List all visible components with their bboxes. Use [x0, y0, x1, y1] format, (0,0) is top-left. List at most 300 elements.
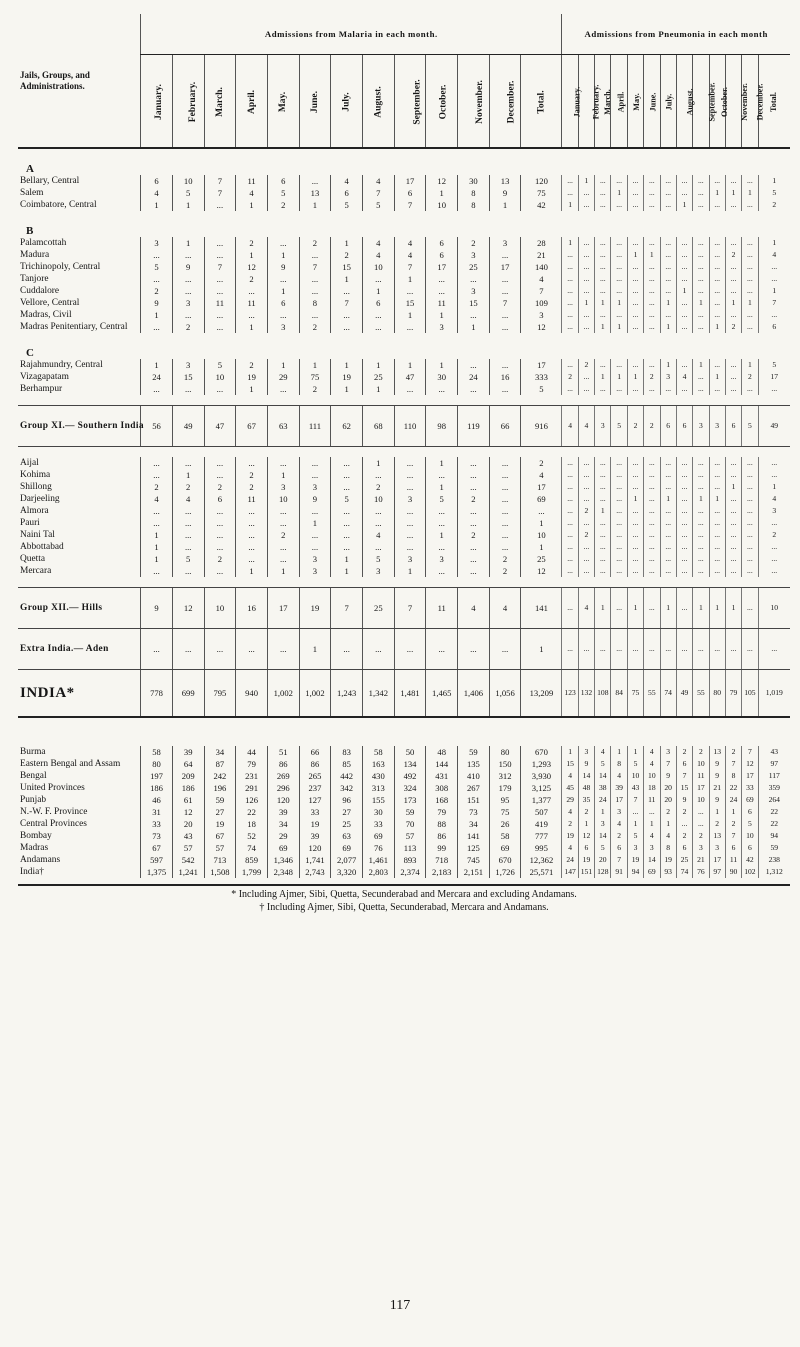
malaria-month-header [362, 55, 394, 149]
malaria-cell: ... [362, 517, 394, 529]
pneumonia-cell: ... [611, 553, 627, 565]
malaria-cell: 893 [394, 854, 426, 866]
malaria-cell: ... [394, 517, 426, 529]
pneumonia-cell: ... [758, 541, 790, 553]
malaria-cell: 3 [394, 493, 426, 505]
row-label: Quetta [20, 554, 45, 564]
malaria-cell: 1 [267, 469, 299, 481]
pneumonia-cell: 90 [725, 866, 741, 878]
pneumonia-cell: 6 [676, 842, 692, 854]
pneumonia-cell: 1 [709, 321, 725, 333]
malaria-cell: 4 [362, 249, 394, 261]
pneumonia-cell: 18 [644, 782, 660, 794]
pneumonia-cell: 94 [758, 830, 790, 842]
pneumonia-cell: ... [644, 565, 660, 577]
pneumonia-cell: ... [660, 517, 676, 529]
malaria-cell: ... [489, 309, 521, 321]
malaria-cell: 18 [236, 818, 268, 830]
malaria-cell: 718 [426, 854, 458, 866]
pneumonia-cell: ... [693, 249, 709, 261]
pneumonia-cell: ... [742, 588, 758, 629]
malaria-cell: 10 [204, 588, 236, 629]
pneumonia-cell: ... [627, 261, 643, 273]
pneumonia-cell: 1 [627, 746, 643, 758]
pneumonia-cell: ... [725, 199, 741, 211]
pneumonia-cell: 117 [758, 770, 790, 782]
malaria-cell: ... [204, 249, 236, 261]
malaria-cell: 312 [489, 770, 521, 782]
pneumonia-cell: ... [627, 505, 643, 517]
malaria-cell: 5 [172, 187, 204, 199]
row-label: Darjeeling [20, 494, 60, 504]
malaria-cell: ... [521, 505, 562, 517]
table-row [18, 758, 790, 770]
malaria-cell: ... [331, 457, 363, 469]
malaria-cell: ... [458, 383, 490, 395]
malaria-cell: 2 [489, 565, 521, 577]
malaria-cell: 87 [204, 758, 236, 770]
pneumonia-cell: ... [725, 359, 741, 371]
row-label: Extra India.— Aden [18, 629, 141, 670]
pneumonia-cell: 1 [709, 588, 725, 629]
malaria-cell: 66 [299, 746, 331, 758]
pneumonia-cell: 6 [660, 406, 676, 447]
malaria-cell: ... [426, 517, 458, 529]
pneumonia-cell: 1 [595, 321, 611, 333]
malaria-cell: 69 [489, 842, 521, 854]
pneumonia-cell: 69 [742, 794, 758, 806]
malaria-cell: 99 [426, 842, 458, 854]
stub-header: Jails, Groups, and Administrations. [18, 14, 141, 148]
pneumonia-cell: ... [578, 629, 594, 670]
pneumonia-cell: ... [676, 321, 692, 333]
pneumonia-cell: 3 [578, 746, 594, 758]
malaria-cell: 12 [521, 565, 562, 577]
pneumonia-cell: 12 [578, 830, 594, 842]
malaria-cell: ... [331, 309, 363, 321]
pneumonia-cell: 55 [644, 670, 660, 718]
malaria-cell: 1,508 [204, 866, 236, 878]
pneumonia-cell: ... [611, 309, 627, 321]
month-label: February. [188, 81, 199, 122]
malaria-month-header [267, 55, 299, 149]
malaria-cell: 15 [394, 297, 426, 309]
malaria-cell: ... [331, 529, 363, 541]
month-label: July. [341, 91, 352, 112]
malaria-cell: ... [172, 629, 204, 670]
pneumonia-cell: ... [742, 469, 758, 481]
pneumonia-cell: ... [676, 818, 692, 830]
malaria-cell: ... [489, 517, 521, 529]
malaria-cell: 7 [521, 285, 562, 297]
malaria-cell: 745 [458, 854, 490, 866]
pneumonia-cell: ... [693, 481, 709, 493]
malaria-cell: ... [458, 505, 490, 517]
malaria-cell: 186 [141, 782, 173, 794]
pneumonia-cell: 1 [676, 285, 692, 297]
malaria-cell: 10 [426, 199, 458, 211]
malaria-cell: 2 [331, 249, 363, 261]
month-label: June. [648, 92, 658, 111]
footnote-asterisk: * Including Ajmer, Sibi, Quetta, Secunderabad and Mercara and excluding Andamans. [231, 889, 577, 900]
pneumonia-cell: ... [627, 297, 643, 309]
pneumonia-cell: 2 [742, 371, 758, 383]
pneumonia-cell: 38 [595, 782, 611, 794]
pneumonia-cell: 97 [709, 866, 725, 878]
footnote-dagger: † Including Ajmer, Sibi, Quetta, Secunderabad, Mercara and Andamans. [259, 902, 549, 913]
malaria-cell: 24 [141, 371, 173, 383]
pneumonia-cell: 43 [627, 782, 643, 794]
pneumonia-cell: 2 [578, 806, 594, 818]
malaria-cell: ... [458, 541, 490, 553]
malaria-cell: 267 [458, 782, 490, 794]
pneumonia-cell: 10 [627, 770, 643, 782]
month-label: Total. [769, 91, 779, 112]
malaria-cell: 670 [521, 746, 562, 758]
page-number: 117 [389, 1298, 411, 1313]
pneumonia-cell: ... [742, 553, 758, 565]
malaria-cell: ... [236, 517, 268, 529]
pneumonia-cell: ... [611, 457, 627, 469]
pneumonia-cell: 2 [758, 199, 790, 211]
table-row [18, 199, 790, 211]
pneumonia-cell: ... [693, 553, 709, 565]
malaria-cell: 11 [426, 588, 458, 629]
malaria-cell: 68 [362, 406, 394, 447]
pneumonia-cell: 19 [578, 854, 594, 866]
malaria-cell: ... [141, 505, 173, 517]
pneumonia-cell: ... [725, 237, 741, 249]
pneumonia-cell: ... [693, 629, 709, 670]
pneumonia-cell: 10 [758, 588, 790, 629]
admissions-table [18, 14, 790, 878]
pneumonia-cell: ... [595, 481, 611, 493]
malaria-cell: 73 [141, 830, 173, 842]
pneumonia-cell: 17 [709, 854, 725, 866]
pneumonia-cell: 7 [758, 297, 790, 309]
pneumonia-cell: ... [627, 481, 643, 493]
malaria-cell: 3 [426, 553, 458, 565]
malaria-cell: 419 [521, 818, 562, 830]
malaria-cell: ... [299, 457, 331, 469]
pneumonia-cell: ... [644, 806, 660, 818]
pneumonia-cell: ... [611, 629, 627, 670]
pneumonia-cell: ... [660, 469, 676, 481]
pneumonia-cell: 4 [611, 818, 627, 830]
malaria-cell: 11 [236, 297, 268, 309]
pneumonia-cell: ... [709, 309, 725, 321]
pneumonia-cell: 3 [709, 842, 725, 854]
pneumonia-cell: ... [627, 175, 643, 187]
pneumonia-cell: ... [676, 249, 692, 261]
malaria-cell: ... [204, 469, 236, 481]
malaria-cell: 1 [394, 309, 426, 321]
pneumonia-cell: 22 [758, 818, 790, 830]
malaria-cell: ... [489, 505, 521, 517]
pneumonia-cell: ... [709, 199, 725, 211]
pneumonia-cell: 22 [758, 806, 790, 818]
malaria-cell: 1,799 [236, 866, 268, 878]
pneumonia-cell: ... [644, 273, 660, 285]
pneumonia-cell: 2 [758, 529, 790, 541]
malaria-cell: ... [331, 469, 363, 481]
pneumonia-cell: 1 [627, 371, 643, 383]
malaria-cell: 196 [204, 782, 236, 794]
pneumonia-cell: 1 [758, 285, 790, 297]
malaria-cell: 6 [141, 175, 173, 187]
malaria-cell: 9 [267, 261, 299, 273]
malaria-cell: 4 [489, 588, 521, 629]
pneumonia-cell: ... [709, 297, 725, 309]
pneumonia-cell: 5 [595, 758, 611, 770]
pneumonia-cell: ... [644, 541, 660, 553]
malaria-cell: 141 [458, 830, 490, 842]
malaria-cell: ... [141, 383, 173, 395]
pneumonia-cell: ... [693, 529, 709, 541]
malaria-cell: ... [204, 237, 236, 249]
malaria-cell: 2 [141, 481, 173, 493]
malaria-cell: ... [267, 541, 299, 553]
table-row [18, 273, 790, 285]
malaria-cell: 1 [299, 199, 331, 211]
row-label: Madura [20, 250, 50, 260]
pneumonia-cell: ... [742, 565, 758, 577]
malaria-cell: 713 [204, 854, 236, 866]
malaria-cell: ... [204, 273, 236, 285]
malaria-cell: 57 [172, 842, 204, 854]
table-row [18, 553, 790, 565]
malaria-cell: ... [362, 273, 394, 285]
pneumonia-cell: 7 [725, 758, 741, 770]
malaria-cell: 1 [489, 199, 521, 211]
malaria-cell: ... [458, 565, 490, 577]
malaria-cell: ... [489, 469, 521, 481]
table-row [18, 794, 790, 806]
malaria-cell: ... [489, 321, 521, 333]
malaria-cell: ... [299, 469, 331, 481]
pneumonia-cell: ... [693, 273, 709, 285]
pneumonia-cell: ... [660, 553, 676, 565]
pneumonia-cell: 33 [742, 782, 758, 794]
malaria-cell: 150 [489, 758, 521, 770]
pneumonia-cell: 6 [725, 842, 741, 854]
malaria-cell: 113 [394, 842, 426, 854]
malaria-cell: 120 [521, 175, 562, 187]
pneumonia-cell: 10 [693, 758, 709, 770]
malaria-cell: 7 [394, 261, 426, 273]
pneumonia-cell: 7 [676, 770, 692, 782]
pneumonia-cell: 9 [578, 758, 594, 770]
malaria-cell: 1 [141, 199, 173, 211]
pneumonia-cell: 9 [709, 758, 725, 770]
pneumonia-cell: ... [627, 383, 643, 395]
row-label: India† [20, 867, 44, 877]
malaria-cell: 75 [521, 187, 562, 199]
malaria-cell: ... [394, 469, 426, 481]
malaria-cell: 69 [521, 493, 562, 505]
malaria-cell: 12 [236, 261, 268, 273]
pneumonia-cell: 5 [758, 187, 790, 199]
pneumonia-cell: 1,312 [758, 866, 790, 878]
pneumonia-cell: ... [562, 553, 578, 565]
pneumonia-cell: ... [595, 237, 611, 249]
pneumonia-cell: 1 [611, 746, 627, 758]
malaria-cell: 17 [426, 261, 458, 273]
malaria-cell: 125 [458, 842, 490, 854]
pneumonia-cell: ... [611, 285, 627, 297]
pneumonia-cell: ... [725, 175, 741, 187]
malaria-cell: 5 [521, 383, 562, 395]
month-label: May. [631, 92, 641, 111]
month-label: July. [663, 93, 673, 110]
malaria-cell: 12 [426, 175, 458, 187]
pneumonia-cell: ... [758, 261, 790, 273]
pneumonia-cell: 3 [693, 842, 709, 854]
pneumonia-cell: 1 [562, 199, 578, 211]
pneumonia-cell: 1 [725, 297, 741, 309]
pneumonia-cell: 6 [742, 842, 758, 854]
pneumonia-cell: ... [742, 237, 758, 249]
malaria-cell: 126 [236, 794, 268, 806]
malaria-cell: 3 [299, 565, 331, 577]
pneumonia-cell: 2 [709, 818, 725, 830]
pneumonia-cell: ... [644, 261, 660, 273]
table-row [18, 261, 790, 273]
malaria-group-header: Admissions from Malaria in each month. [141, 14, 562, 55]
malaria-cell: ... [299, 273, 331, 285]
pneumonia-cell: 1 [644, 818, 660, 830]
malaria-cell: 34 [204, 746, 236, 758]
malaria-cell: 1 [141, 541, 173, 553]
pneumonia-cell: ... [676, 505, 692, 517]
malaria-cell: 46 [141, 794, 173, 806]
pneumonia-cell: 2 [660, 806, 676, 818]
pneumonia-cell: ... [595, 529, 611, 541]
pneumonia-cell: 5 [595, 842, 611, 854]
row-label: Eastern Bengal and Assam [20, 759, 121, 769]
malaria-cell: 48 [426, 746, 458, 758]
malaria-cell: 9 [141, 588, 173, 629]
pneumonia-cell: 93 [660, 866, 676, 878]
malaria-cell: 12 [172, 588, 204, 629]
table-row [18, 383, 790, 395]
pneumonia-cell: 1 [709, 187, 725, 199]
pneumonia-cell: 8 [611, 758, 627, 770]
malaria-cell: ... [394, 383, 426, 395]
malaria-cell: 141 [521, 588, 562, 629]
pneumonia-cell: 1 [725, 481, 741, 493]
malaria-cell: ... [331, 517, 363, 529]
malaria-cell: ... [236, 285, 268, 297]
pneumonia-cell: ... [676, 588, 692, 629]
table-row [18, 297, 790, 309]
pneumonia-cell: 20 [660, 794, 676, 806]
pneumonia-month-header [627, 55, 643, 149]
pneumonia-cell: 49 [758, 406, 790, 447]
pneumonia-cell: 2 [725, 818, 741, 830]
malaria-cell: 52 [236, 830, 268, 842]
month-label: September. [412, 78, 423, 125]
pneumonia-cell: 359 [758, 782, 790, 794]
malaria-cell: 88 [426, 818, 458, 830]
pneumonia-cell: ... [709, 517, 725, 529]
malaria-cell: 7 [299, 261, 331, 273]
pneumonia-cell: 8 [660, 842, 676, 854]
malaria-cell: 6 [394, 187, 426, 199]
malaria-cell: ... [172, 383, 204, 395]
malaria-cell: 778 [141, 670, 173, 718]
malaria-cell: 342 [331, 782, 363, 794]
pneumonia-cell: 1 [660, 818, 676, 830]
pneumonia-cell: 1 [627, 818, 643, 830]
malaria-cell: ... [267, 517, 299, 529]
pneumonia-cell: ... [676, 517, 692, 529]
malaria-cell: 197 [141, 770, 173, 782]
malaria-cell: 2,348 [267, 866, 299, 878]
malaria-cell: 173 [394, 794, 426, 806]
malaria-cell: 20 [172, 818, 204, 830]
malaria-cell: 9 [141, 297, 173, 309]
malaria-cell: 134 [394, 758, 426, 770]
malaria-cell: ... [394, 321, 426, 333]
pneumonia-cell: ... [676, 553, 692, 565]
malaria-cell: 19 [331, 371, 363, 383]
malaria-cell: 4 [362, 529, 394, 541]
pneumonia-cell: 3 [758, 505, 790, 517]
pneumonia-cell: ... [578, 383, 594, 395]
pneumonia-cell: ... [578, 237, 594, 249]
malaria-cell: ... [489, 493, 521, 505]
pneumonia-cell: ... [693, 321, 709, 333]
malaria-cell: 6 [204, 493, 236, 505]
malaria-cell: 859 [236, 854, 268, 866]
malaria-cell: 13,209 [521, 670, 562, 718]
pneumonia-cell: 2 [578, 529, 594, 541]
malaria-cell: 1 [299, 517, 331, 529]
malaria-cell: 1,002 [267, 670, 299, 718]
malaria-cell: 3 [299, 553, 331, 565]
pneumonia-cell: ... [742, 199, 758, 211]
malaria-cell: ... [204, 541, 236, 553]
month-label: August. [685, 87, 695, 116]
malaria-cell: 67 [141, 842, 173, 854]
malaria-cell: ... [362, 469, 394, 481]
pneumonia-cell: ... [693, 565, 709, 577]
section-letter: C [26, 347, 34, 359]
table-row [18, 285, 790, 297]
pneumonia-cell: ... [676, 261, 692, 273]
pneumonia-cell: 1 [562, 746, 578, 758]
pneumonia-cell: ... [578, 457, 594, 469]
pneumonia-cell: ... [611, 383, 627, 395]
pneumonia-cell: ... [676, 629, 692, 670]
pneumonia-cell: ... [627, 517, 643, 529]
malaria-cell: 10 [267, 493, 299, 505]
malaria-month-header [299, 55, 331, 149]
malaria-cell: ... [489, 285, 521, 297]
pneumonia-cell: ... [562, 309, 578, 321]
malaria-cell: 25 [362, 371, 394, 383]
malaria-cell: 27 [204, 806, 236, 818]
pneumonia-cell: 1 [595, 588, 611, 629]
pneumonia-cell: 94 [627, 866, 643, 878]
malaria-cell: ... [141, 321, 173, 333]
malaria-cell: 3 [141, 237, 173, 249]
pneumonia-cell: ... [725, 261, 741, 273]
pneumonia-cell: 48 [578, 782, 594, 794]
pneumonia-cell: ... [709, 469, 725, 481]
malaria-cell: 333 [521, 371, 562, 383]
